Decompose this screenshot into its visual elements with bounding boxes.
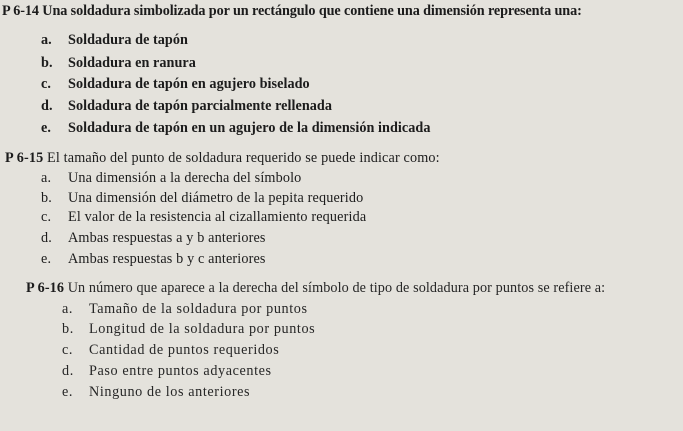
answer-option [62, 341, 279, 359]
answer-option [41, 250, 266, 268]
option-letter: b. [41, 55, 53, 71]
option-text: Soldadura de tapón [68, 32, 188, 48]
option-text: Tamaño de la soldadura por puntos [89, 301, 308, 317]
option-letter: a. [41, 32, 52, 48]
option-text: Ninguno de los anteriores [89, 384, 251, 400]
question-number: P 6-15 [5, 150, 44, 166]
option-letter: c. [41, 76, 51, 92]
answer-option [41, 97, 332, 115]
option-text: Soldadura de tapón en agujero biselado [68, 76, 310, 92]
answer-option [62, 362, 272, 380]
option-letter: e. [41, 251, 52, 267]
option-text: Soldadura de tapón en un agujero de la dimensión indicada [68, 120, 431, 136]
option-text: Longitud de la soldadura por puntos [89, 321, 316, 337]
question-heading [26, 279, 605, 297]
answer-option [41, 75, 310, 93]
option-letter: d. [41, 230, 52, 246]
option-text: Una dimensión del diámetro de la pepita requerido [68, 190, 364, 206]
option-letter: c. [62, 342, 74, 358]
option-letter: c. [41, 209, 52, 225]
option-text: Soldadura de tapón parcialmente rellenada [68, 98, 333, 114]
answer-option [41, 31, 188, 49]
answer-option [41, 229, 266, 247]
option-letter: b. [41, 190, 52, 206]
option-letter: e. [62, 384, 74, 400]
question-text: Un número que aparece a la derecha del símbolo de tipo de soldadura por puntos se refiere a: [67, 280, 606, 296]
option-text: El valor de la resistencia al cizallamiento requerida [68, 209, 367, 225]
question-text: Una soldadura simbolizada por un rectángulo que contiene una dimensión representa una: [42, 3, 582, 19]
option-letter: b. [62, 321, 74, 337]
option-text: Ambas respuestas b y c anteriores [68, 251, 266, 267]
answer-option [41, 54, 196, 72]
option-text: Paso entre puntos adyacentes [89, 363, 272, 379]
option-letter: e. [41, 120, 51, 136]
answer-option [41, 189, 363, 207]
question-number: P 6-16 [26, 280, 65, 296]
answer-option [41, 169, 301, 187]
option-letter: d. [62, 363, 74, 379]
option-text: Ambas respuestas a y b anteriores [68, 230, 266, 246]
answer-option [41, 119, 430, 137]
question-number: P 6-14 [2, 3, 39, 19]
question-heading [5, 149, 440, 167]
answer-option [62, 383, 250, 401]
option-letter: d. [41, 98, 53, 114]
option-text: Una dimensión a la derecha del símbolo [68, 170, 302, 186]
answer-option [41, 208, 366, 226]
option-text: Cantidad de puntos requeridos [89, 342, 280, 358]
option-text: Soldadura en ranura [68, 55, 196, 71]
answer-option [62, 320, 315, 338]
option-letter: a. [41, 170, 52, 186]
question-text: El tamaño del punto de soldadura requerido se puede indicar como: [47, 150, 440, 166]
question-heading [2, 2, 582, 20]
answer-option [62, 300, 308, 318]
option-letter: a. [62, 301, 74, 317]
